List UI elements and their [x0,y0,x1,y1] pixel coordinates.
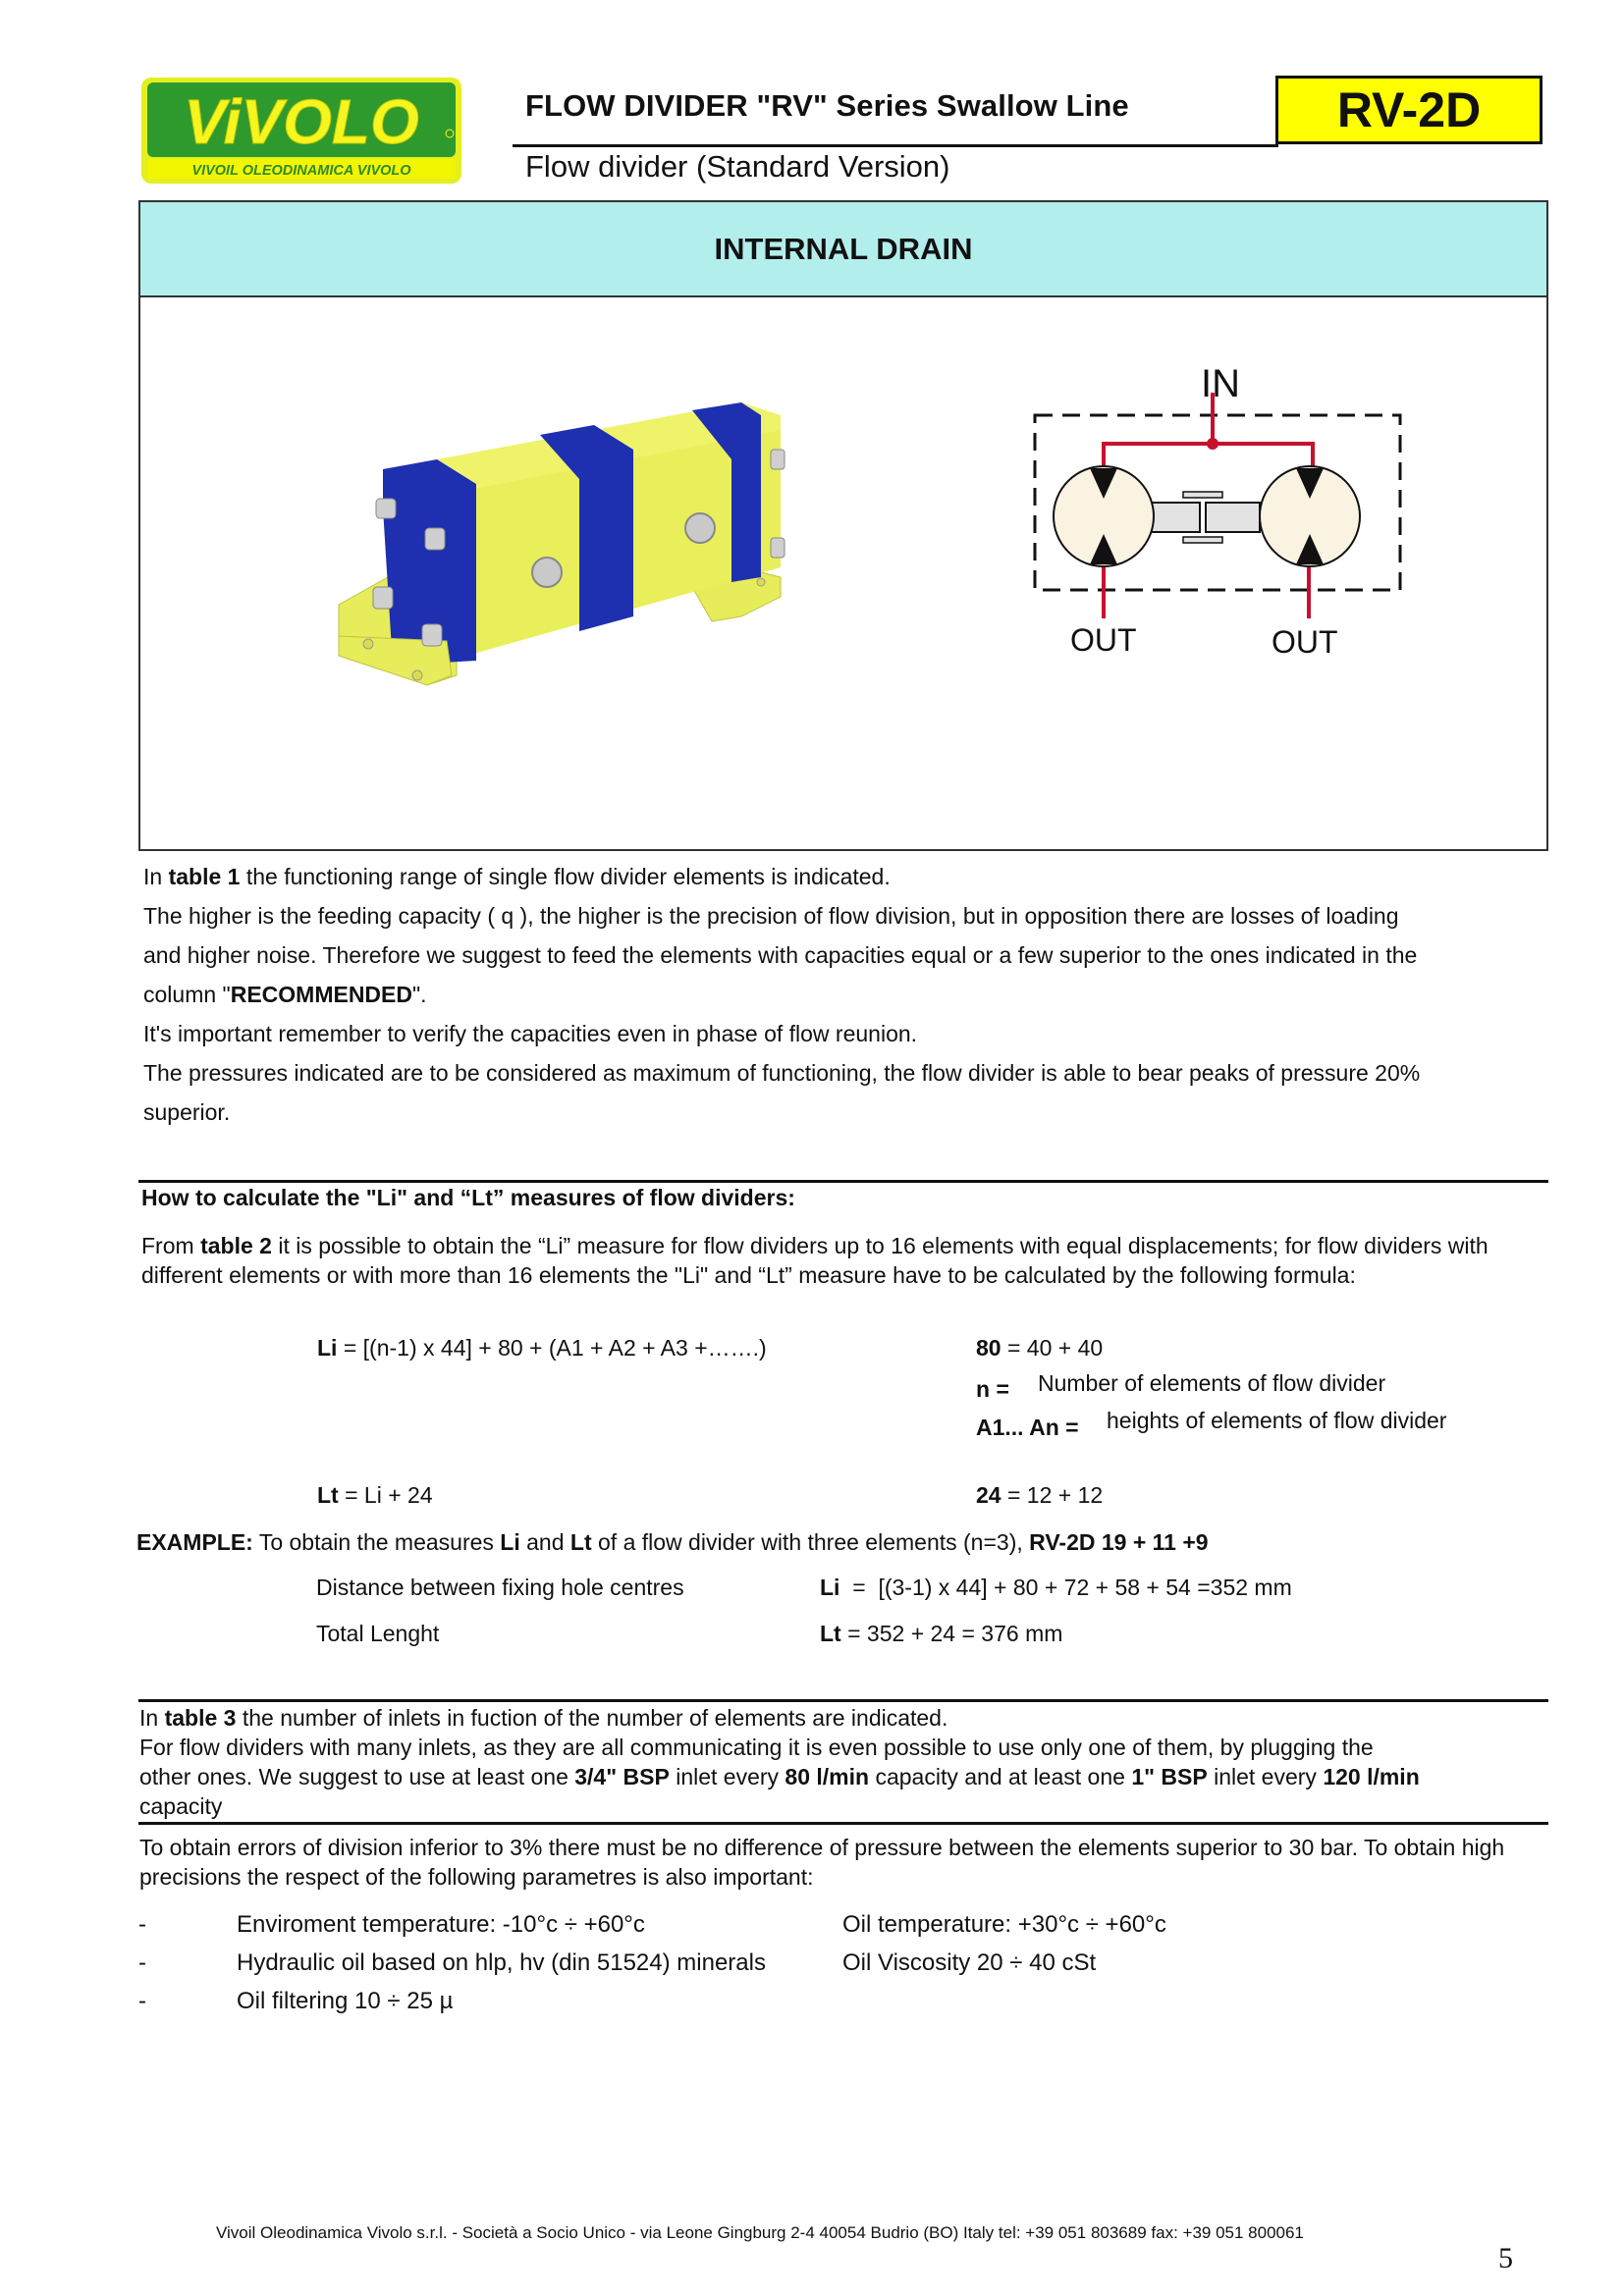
definition-a-value: heights of elements of flow divider [1107,1408,1447,1433]
product-image [329,391,790,695]
definition-24: 24 = 12 + 12 [976,1482,1104,1508]
intro-line-5: It's important remember to verify the capacities even in phase of flow reunion. [143,1021,918,1046]
param-bullet: - [138,1949,146,1976]
li-formula: Li = [(n-1) x 44] + 80 + (A1 + A2 + A3 +…….) [317,1335,767,1361]
definition-n-label: n = [976,1376,1009,1402]
intro-line-6: The pressures indicated are to be considered as maximum of functioning, the flow divider is able to bear peaks of pressure 20% [143,1060,1421,1086]
intro-paragraph [143,857,1547,1132]
inlets-paragraph: In table 3 the number of inlets in fuction of the number of elements are indicated. For flow dividers with many inlets, as they are all communicating it is even possible to use only one of them, by plugging the other ones. We suggest to use at least one 3/4" BSP inlet every 80 l/min capacity and at least one 1" BSP inlet every 120 l/min capacity [139,1705,1420,1819]
param-oil-temperature: Oil temperature: +30°c ÷ +60°c [842,1911,1166,1938]
document-title: FLOW DIVIDER "RV" Series Swallow Line [525,88,1129,123]
param-hydraulic-oil: Hydraulic oil based on hlp, hv (din 51524) minerals [237,1949,766,1976]
intro-line-7: superior. [143,1099,231,1125]
definition-n-value: Number of elements of flow divider [1038,1370,1386,1396]
company-footer: Vivoil Oleodinamica Vivolo s.r.l. - Società a Socio Unico - via Leone Gingburg 2-4 40054 Budrio (BO) Italy tel: +39 051 803689 fax: +39 051 800061 [216,2223,1304,2242]
logo-graphic [140,77,462,185]
in-label: IN [1201,362,1240,405]
page-number: 5 [1498,2242,1513,2274]
intro-line-4: column "RECOMMENDED". [143,982,427,1007]
out-label-left: OUT [1070,622,1137,658]
example-li-description: Distance between fixing hole centres [316,1575,684,1600]
param-oil-filtering: Oil filtering 10 ÷ 25 µ [237,1988,454,2014]
lt-formula: Lt = Li + 24 [317,1482,433,1508]
flow-divider-render-icon [329,391,790,695]
section-divider [138,1822,1548,1825]
param-environment-temperature: Enviroment temperature: -10°c ÷ +60°c [237,1911,645,1938]
intro-line-2: The higher is the feeding capacity ( q ), the higher is the precision of flow division, but in opposition there are losses of loading [143,903,1399,929]
section-divider [138,1180,1548,1183]
model-code-badge: RV-2D [1275,76,1543,144]
svg-text:ViVOLO: ViVOLO [184,86,419,157]
example-lt-description: Total Lenght [316,1621,440,1646]
calc-heading: How to calculate the "Li" and “Lt” measures of flow dividers: [141,1185,795,1210]
example-lt-value: Lt = 352 + 24 = 376 mm [820,1621,1063,1646]
title-underline [513,144,1278,147]
precision-paragraph: To obtain errors of division inferior to 3% there must be no difference of pressure between the elements superior to 30 bar. To obtain high precisions the respect of the following parametres is also important: [139,1835,1505,1890]
param-oil-viscosity: Oil Viscosity 20 ÷ 40 cSt [842,1949,1097,1976]
intro-line-3: and higher noise. Therefore we suggest to feed the elements with capacities equal or a few superior to the ones indicated in the [143,942,1418,968]
svg-text:VIVOIL OLEODINAMICA VIVOLO: VIVOIL OLEODINAMICA VIVOLO [191,163,411,179]
document-subtitle: Flow divider (Standard Version) [525,149,950,184]
hydraulic-schematic [1021,348,1414,667]
calc-description: From table 2 it is possible to obtain the “Li” measure for flow dividers up to 16 elements with equal displacements; for flow dividers with different elements or with more than 16 elements the "Li" and “Lt” measure have to be calculated by the following formula: [141,1233,1489,1288]
example-li-value: Li = [(3-1) x 44] + 80 + 72 + 58 + 54 =352 mm [820,1575,1292,1600]
intro-line-1: In table 1 the functioning range of single flow divider elements is indicated. [143,864,891,889]
out-label-right: OUT [1272,624,1338,660]
flow-divider-schematic-icon [1021,348,1414,667]
vivolo-logo [140,77,462,185]
panel-heading: INTERNAL DRAIN [140,202,1546,297]
section-divider [138,1699,1548,1702]
param-bullet: - [138,1911,146,1938]
definition-80: 80 = 40 + 40 [976,1335,1104,1361]
param-bullet: - [138,1988,146,2014]
definition-a-label: A1... An = [976,1415,1079,1440]
example-intro: EXAMPLE: To obtain the measures Li and Lt of a flow divider with three elements (n=3), RV-2D 19 + 11 +9 [136,1529,1209,1555]
